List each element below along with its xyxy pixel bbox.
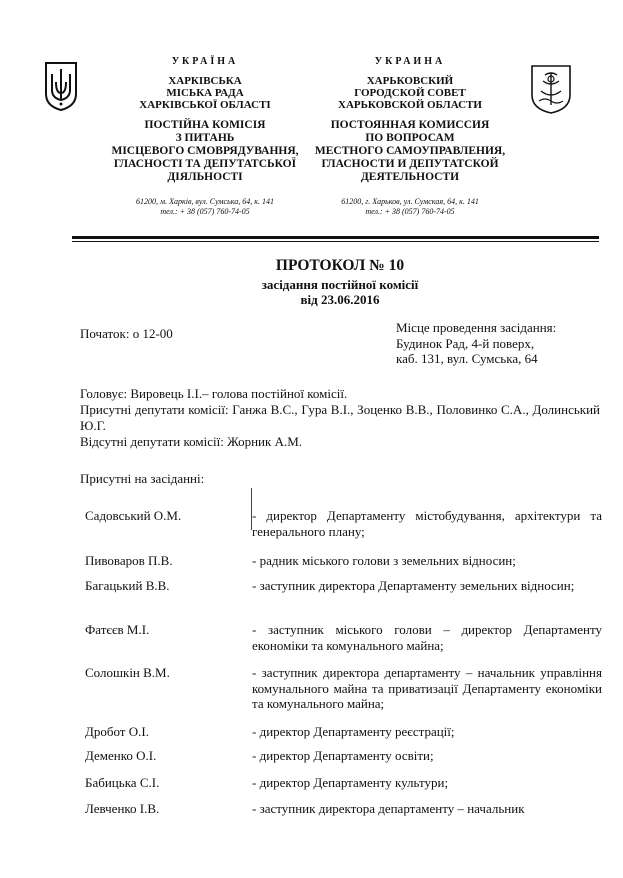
council-ua-line: ХАРКІВСЬКОЇ ОБЛАСТІ [139,99,271,111]
attendee-name: Солошкін В.М. [85,665,170,680]
commission-ua-line: МІСЦЕВОГО СМОВРЯДУВАННЯ, [111,145,299,157]
chair-text: Головує: Вировець І.І.– голова постійної комісії. [80,386,348,401]
attendee-name: Садовський О.М. [85,508,182,523]
council-ua-line: ХАРКІВСЬКА [168,75,242,87]
kharkiv-coat-of-arms-icon [529,63,573,115]
address-ru-phone: тел.: + 38 (057) 760-74-05 [365,207,455,216]
header-divider-thick [72,236,599,239]
present-members: Присутні депутати комісії: Ганжа В.С., Гура В.І., Зоценко В.В., Половинко С.А., Долинський Ю.Г. [80,402,600,433]
attendee-role: - заступник директора Департаменту земельних відносин; [252,578,575,593]
venue-line: каб. 131, вул. Сумська, 64 [396,351,538,366]
attendee-name: Фатєєв М.І. [85,622,150,637]
commission-ua [95,119,315,184]
council-ua [95,75,315,111]
page-subtitle [170,277,510,307]
council-ua-line: МІСЬКА РАДА [166,87,244,99]
attendee-role: - директор Департаменту реєстрації; [252,724,455,739]
header-ru [300,56,520,217]
page-title: ПРОТОКОЛ № 10 [275,257,405,274]
venue-line: Будинок Рад, 4-й поверх, [396,335,535,351]
attendee-role: - директор Департаменту містобудування, архітектури та генерального плану; [252,508,602,539]
attendee-role: - директор Департаменту культури; [252,775,449,790]
address-ua-street: 61200, м. Харків, вул. Сумська, 64, к. 141 [136,197,274,206]
commission-ua-line: ГЛАСНОСТІ ТА ДЕПУТАТСЬКОЇ [113,158,297,170]
address-ru-street: 61200, г. Харьков, ул. Сумская, 64, к. 141 [341,197,479,206]
subtitle-meeting: засідання постійної комісії [261,277,419,292]
commission-ru [300,119,520,184]
address-ua-phone: тел.: + 38 (057) 760-74-05 [160,207,250,216]
council-ru-line: ГОРОДСКОЙ СОВЕТ [354,87,466,99]
attendee-name: Багацький В.В. [85,578,170,593]
address-ru [300,197,520,217]
subtitle-date: від 23.06.2016 [300,292,380,307]
trident-emblem-icon [43,60,79,112]
attendee-role: - радник міського голови з земельних відносин; [252,553,516,568]
attendee-role: - директор Департаменту освіти; [252,748,434,763]
commission-ru-line: ДЕЯТЕЛЬНОСТИ [360,171,460,183]
council-ru [300,75,520,111]
attendee-name: Бабицька С.І. [85,775,160,790]
commission-ru-line: ГЛАСНОСТИ И ДЕПУТАТСКОЙ [321,158,499,170]
commission-ua-line: ПОСТІЙНА КОМІСІЯ [144,119,266,131]
venue-line: Місце проведення засідання: [396,320,557,335]
commission-ua-line: З ПИТАНЬ [175,132,235,144]
attendee-name: Левченко І.В. [85,801,160,816]
attendee-name: Деменко О.І. [85,748,157,763]
venue [396,320,596,367]
address-ua [95,197,315,217]
attendee-name: Пивоваров П.В. [85,553,173,568]
header-divider-thin [72,241,599,242]
country-ua: УКРАЇНА [171,56,239,67]
attendees-label: Присутні на засіданні: [80,471,205,486]
attendee-name: Дробот О.І. [85,724,149,739]
council-ru-line: ХАРЬКОВСКОЙ ОБЛАСТИ [338,99,482,111]
country-ru: УКРАИНА [374,56,446,67]
attendee-role: - заступник директора департаменту – начальник [252,801,525,816]
commission-ru-line: ПОСТОЯННАЯ КОМИССИЯ [330,119,490,131]
council-ru-line: ХАРЬКОВСКИЙ [366,75,454,87]
commission-ru-line: МЕСТНОГО САМОУПРАВЛЕНИЯ, [314,145,506,157]
commission-ru-line: ПО ВОПРОСАМ [365,132,455,144]
absent-members: Відсутні депутати комісії: Жорник А.М. [80,434,303,449]
attendee-role: - заступник міського голови – директор Департаменту економіки та комунального майна; [252,622,602,653]
commission-ua-line: ДІЯЛЬНОСТІ [167,171,243,183]
start-time: Початок: о 12-00 [80,326,173,341]
header-ua [95,56,315,217]
attendee-role: - заступник директора департаменту – начальник управління комунального майна та приватизації Департаменту економіки та комунального майна; [252,665,602,711]
